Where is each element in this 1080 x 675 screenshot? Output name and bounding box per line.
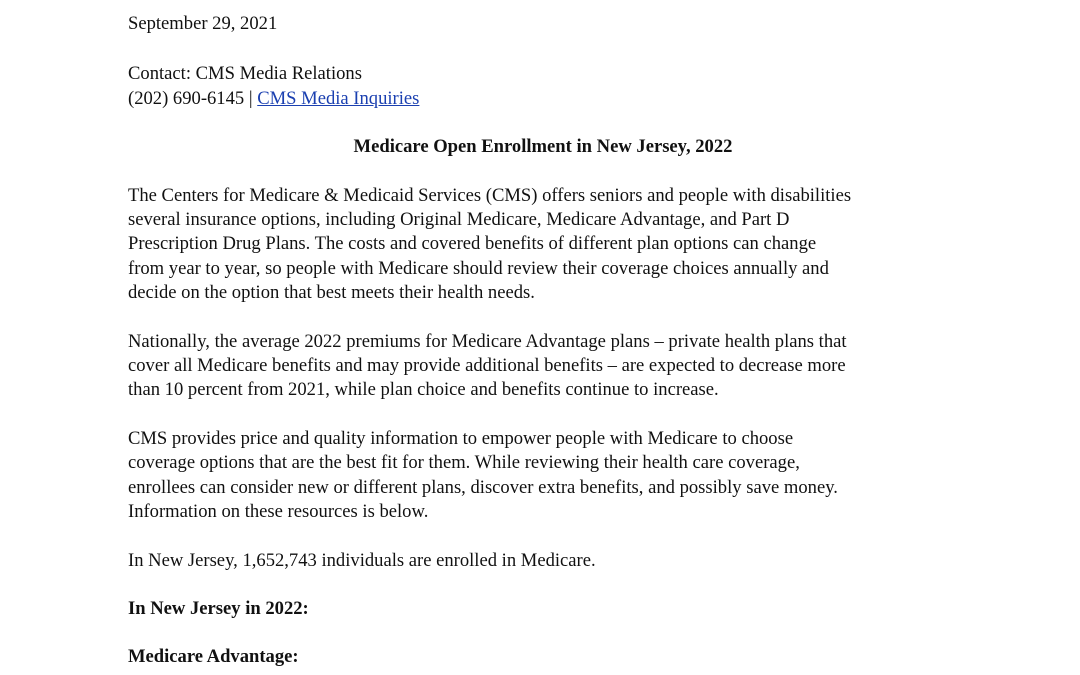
paragraph-line: coverage options that are the best fit for them. While reviewing their health care coverage,	[128, 452, 800, 474]
contact-separator: |	[244, 87, 258, 109]
contact-block	[128, 62, 958, 111]
paragraph-line: Nationally, the average 2022 premiums for Medicare Advantage plans – private health plans that	[128, 330, 847, 352]
document-title: Medicare Open Enrollment in New Jersey, 2022	[353, 136, 733, 158]
release-date: September 29, 2021	[128, 13, 278, 34]
paragraph-national-premiums	[128, 330, 958, 403]
contact-phone: (202) 690-6145	[128, 87, 245, 109]
paragraph-line: In New Jersey, 1,652,743 individuals are enrolled in Medicare.	[128, 549, 596, 571]
press-release-page	[128, 10, 958, 670]
paragraph-line: cover all Medicare benefits and may provide additional benefits – are expected to decrease more	[128, 355, 846, 377]
paragraph-enrollment-count	[128, 549, 958, 573]
paragraph-line: than 10 percent from 2021, while plan choice and benefits continue to increase.	[128, 379, 719, 401]
contact-label: Contact: CMS Media Relations	[128, 63, 362, 85]
paragraph-line: CMS provides price and quality information to empower people with Medicare to choose	[128, 427, 794, 449]
section-heading: In New Jersey in 2022:	[128, 597, 309, 619]
paragraph-line: The Centers for Medicare & Medicaid Services (CMS) offers seniors and people with disabilities	[128, 184, 852, 206]
paragraph-line: Information on these resources is below.	[128, 501, 429, 523]
paragraph-line: from year to year, so people with Medicare should review their coverage choices annually and	[128, 257, 829, 279]
paragraph-cms-information	[128, 427, 958, 525]
contact-phone-line	[128, 87, 958, 111]
paragraph-line: Prescription Drug Plans. The costs and covered benefits of different plan options can change	[128, 233, 817, 255]
subheading-medicare-advantage: Medicare Advantage:	[128, 646, 299, 668]
paragraph-line: enrollees can consider new or different plans, discover extra benefits, and possibly save money.	[128, 476, 838, 498]
media-inquiries-link[interactable]: CMS Media Inquiries	[257, 87, 420, 109]
paragraph-line: several insurance options, including Original Medicare, Medicare Advantage, and Part D	[128, 209, 790, 231]
paragraph-line: decide on the option that best meets their health needs.	[128, 282, 535, 304]
paragraph-intro	[128, 184, 958, 306]
